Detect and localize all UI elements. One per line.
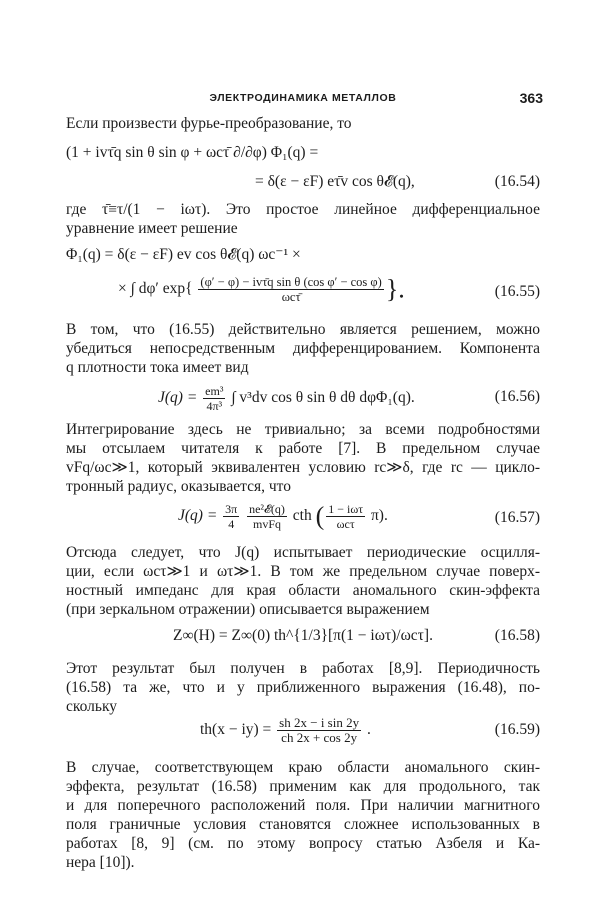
- paragraph-line: ностный импеданс для края области аномального скин-эффекта: [66, 582, 540, 599]
- open-paren: (: [315, 501, 325, 531]
- equation-lhs: th(x − iy) =: [200, 721, 272, 739]
- equation-number: (16.56): [494, 388, 540, 405]
- equation-16-54-line2: = δ(ε − εF) eτ̄v cos θ𝓔(q),: [255, 173, 415, 190]
- fraction-denominator: ωcτ: [336, 517, 355, 531]
- closing-brace: }.: [385, 274, 405, 304]
- paragraph-line: работах [8, 9] (см. по этому вопросу статью Азбеля и Ка-: [66, 835, 540, 852]
- running-title: ЭЛЕКТРОДИНАМИКА МЕТАЛЛОВ: [209, 92, 397, 104]
- paragraph-line: Отсюда следует, что J(q) испытывает периодические осцилля-: [66, 544, 540, 561]
- paragraph-line: В том, что (16.55) действительно является решением, можно: [66, 321, 540, 338]
- fraction-numerator: (φ′ − φ) − ivτ̄q sin θ (cos φ′ − cos φ): [200, 275, 382, 289]
- fraction-denominator: 4: [228, 517, 235, 531]
- fraction-denominator: mvFq: [253, 517, 282, 531]
- paragraph-line: ции, если ωcτ≫1 и ωτ≫1. В том же предельном случае поверх-: [66, 563, 540, 580]
- fraction-denominator: 4π³: [206, 399, 223, 413]
- equation-16-55-line2: [118, 275, 405, 315]
- paragraph-line: тронный радиус, оказывается, что: [66, 478, 291, 495]
- fraction-denominator: ch 2x + cos 2y: [281, 730, 358, 745]
- paragraph-line: Интегрирование здесь не тривиально; за всеми подробностями: [66, 421, 540, 438]
- paragraph-line: мы отсылаем читателя к работе [7]. В предельном случае: [66, 440, 540, 457]
- fraction-numerator: 1 − iωτ: [328, 502, 364, 516]
- fraction-numerator: ne²𝓔(q): [249, 502, 285, 516]
- equation-text: × ∫ dφ′ exp{: [118, 280, 193, 298]
- paragraph-line: и для поперечного расположений поля. При наличии магнитного: [66, 797, 540, 814]
- equation-number: (16.59): [494, 721, 540, 738]
- fraction-numerator: em³: [205, 384, 224, 398]
- equation-number: (16.55): [494, 283, 540, 300]
- equation-tail: π).: [370, 507, 388, 525]
- equation-rhs: ∫ v³dv cos θ sin θ dθ dφΦ₁(q).: [231, 389, 415, 407]
- equation-fraction: [326, 502, 365, 531]
- paragraph-line: (16.58) та же, что и у приближенного выражения (16.48), по-: [66, 679, 540, 696]
- paragraph-line: vFq/ωc≫1, который эквивалентен условию rc≫δ, где rc — цикло-: [66, 459, 540, 476]
- paragraph-line: q плотности тока имеет вид: [66, 359, 249, 376]
- fraction-denominator: ωcτ̄: [281, 290, 301, 304]
- equation-16-58: Z∞(H) = Z∞(0) th^{1/3}[π(1 − iωτ)/ωcτ].: [173, 627, 433, 644]
- equation-function: cth: [292, 507, 312, 525]
- paragraph-line: поля граничные условия становятся сложнее использованных в: [66, 816, 540, 833]
- equation-16-54-line1: [66, 143, 318, 163]
- equation-lhs: J(q) =: [178, 507, 218, 525]
- equation-fraction: [203, 384, 225, 413]
- equation-fraction: [277, 716, 361, 745]
- paragraph-line: нера [10]).: [66, 854, 135, 871]
- equation-fraction: [223, 502, 239, 531]
- paragraph-line: скольку: [66, 698, 118, 715]
- paragraph-line: Если произвести фурье-преобразование, то: [66, 115, 352, 132]
- paragraph-line: эффекта, результат (16.58) применим как для продольного, так: [66, 778, 540, 795]
- equation-16-57: [178, 502, 388, 531]
- fraction-numerator: sh 2x − i sin 2y: [279, 715, 360, 730]
- page-header: [66, 90, 543, 110]
- paragraph-line: Этот результат был получен в работах [8,9]. Периодичность: [66, 660, 540, 677]
- equation-16-56: [158, 384, 415, 413]
- page-number: 363: [519, 90, 543, 106]
- paragraph-line: где τ̄≡τ/(1 − iωτ). Это простое линейное дифференциальное: [66, 201, 540, 218]
- equation-16-59: th(x − iy) = $\frac{\text{sh 2x − i sin 2y}}{ch 2x + \cos 2y}$ .: [200, 715, 371, 745]
- equation-16-55-line1: Φ₁(q) = δ(ε − εF) ev cos θ𝓔(q) ωc⁻¹ ×: [66, 246, 301, 263]
- paragraph-line: уравнение имеет решение: [66, 220, 238, 237]
- fraction-numerator: 3π: [225, 502, 238, 516]
- paragraph-line: убедиться непосредственным дифференцированием. Компонента: [66, 340, 540, 357]
- paragraph-line: В случае, соответствующем краю области аномального скин-: [66, 759, 540, 776]
- paragraph-line: (при зеркальном отражении) описывается выражением: [66, 601, 430, 618]
- equation-number: (16.54): [494, 173, 540, 190]
- exponent-fraction: [198, 275, 383, 304]
- equation-text: (1 + ivτ̄q sin θ sin φ + ωcτ̄ ∂/∂φ) Φ₁(q) =: [66, 144, 319, 161]
- equation-lhs: J(q) =: [158, 389, 198, 407]
- equation-fraction: [247, 502, 287, 531]
- equation-number: (16.57): [494, 509, 540, 526]
- equation-number: (16.58): [494, 627, 540, 644]
